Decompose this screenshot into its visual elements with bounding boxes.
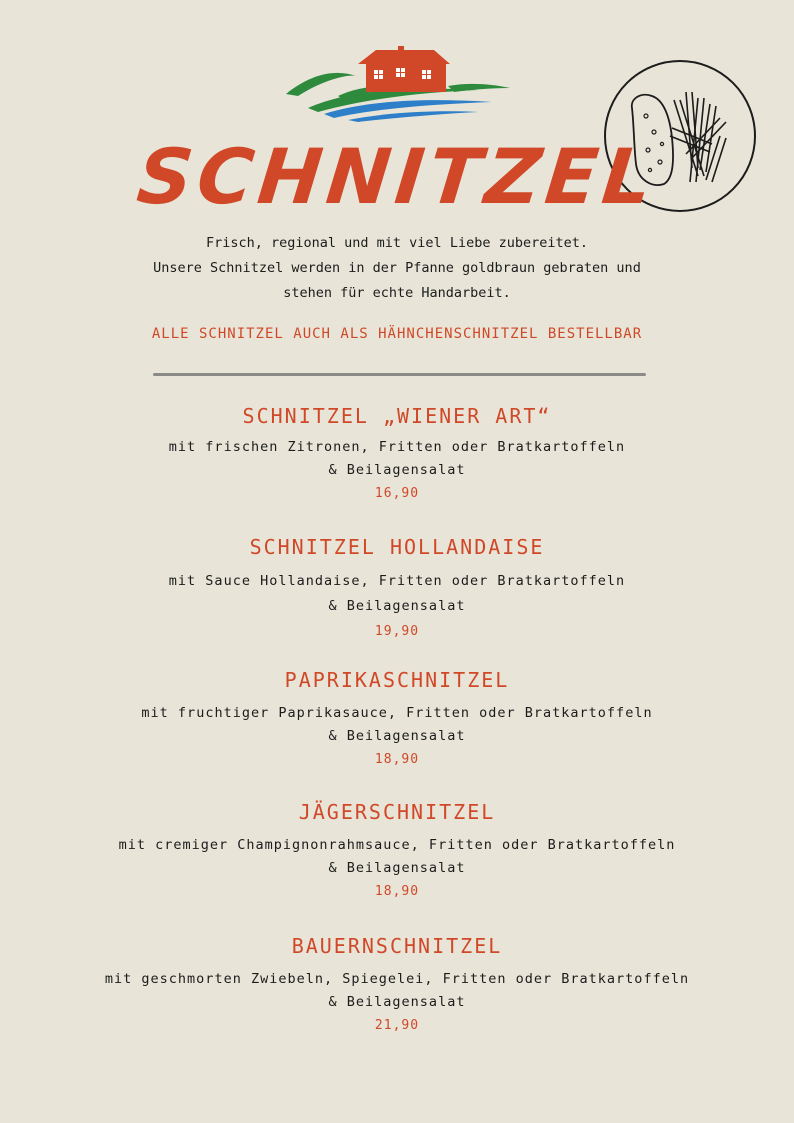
menu-item-description: mit fruchtiger Paprikasauce, Fritten oder Bratkartoffeln [141,705,653,721]
menu-item-name: JÄGERSCHNITZEL [298,800,496,824]
menu-item-price: 21,90 [374,1018,420,1033]
chicken-option-notice: ALLE SCHNITZEL AUCH ALS HÄHNCHENSCHNITZEL BESTELLBAR [151,326,643,342]
farmhouse-waves-logo [278,46,514,122]
intro-line: Frisch, regional und mit viel Liebe zubereitet. [205,235,588,251]
menu-item-price: 18,90 [374,752,420,767]
menu-item-description: & Beilagensalat [328,994,466,1010]
menu-item-price: 18,90 [374,884,420,899]
menu-item [0,798,794,903]
menu-item-name: SCHNITZEL „WIENER ART“ [242,404,552,428]
menu-item [0,932,794,1037]
menu-item-description: & Beilagensalat [328,462,466,478]
intro-text [0,231,794,306]
menu-item-name: SCHNITZEL HOLLANDAISE [249,535,545,559]
menu-item-name: BAUERNSCHNITZEL [291,934,503,958]
menu-item-description: & Beilagensalat [328,860,466,876]
menu-item-description: mit geschmorten Zwiebeln, Spiegelei, Fritten oder Bratkartoffeln [104,971,690,987]
menu-item-description: & Beilagensalat [328,598,466,614]
divider [153,373,646,376]
menu-item [0,402,794,505]
menu-item [0,533,794,644]
menu-item [0,666,794,771]
menu-item-description: mit cremiger Champignonrahmsauce, Fritten oder Bratkartoffeln [118,837,676,853]
menu-item-description: & Beilagensalat [328,728,466,744]
menu-item-price: 19,90 [374,624,420,639]
intro-line: Unsere Schnitzel werden in der Pfanne goldbraun gebraten und [153,260,641,276]
menu-item-price: 16,90 [374,486,420,501]
menu-item-description: mit frischen Zitronen, Fritten oder Bratkartoffeln [168,439,626,455]
menu-title: SCHNITZEL [133,132,661,221]
menu-item-description: mit Sauce Hollandaise, Fritten oder Bratkartoffeln [168,573,626,589]
menu-item-name: PAPRIKASCHNITZEL [284,668,510,692]
intro-line: stehen für echte Handarbeit. [283,285,511,301]
